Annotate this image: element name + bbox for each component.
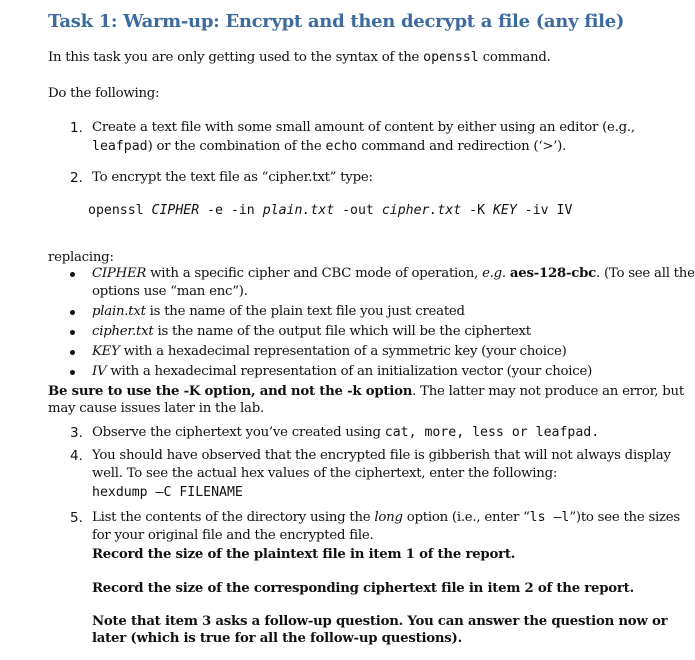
bullet-cipher-tail: . (To see all the: [596, 266, 695, 281]
bullet-ciphertxt: [92, 324, 531, 339]
record-ciphertext: Record the size of the corresponding ciphertext file in item 2 of the report.: [92, 581, 634, 596]
term-cipher: CIPHER: [92, 266, 147, 281]
cmd-e-in: -e -in: [199, 203, 263, 218]
step-3-text: [92, 425, 599, 440]
do-following-label: Do the following:: [48, 86, 160, 101]
bullet-dot: [70, 272, 75, 277]
intro-text: In this task you are only getting used to the syntax of the: [48, 50, 420, 65]
bullet-plain-text: is the name of the plain text file you just created: [149, 304, 465, 319]
cmd-plain: plain.txt: [262, 203, 335, 218]
term-iv: IV: [92, 364, 107, 379]
cmd-out: -out: [334, 203, 382, 218]
warning-note-line-1: [48, 384, 684, 399]
bullet-plain: [92, 304, 465, 319]
eg-text: e.g.: [482, 266, 506, 281]
bullet-iv-text: with a hexadecimal representation of an initialization vector (your choice): [110, 364, 593, 379]
replacing-label: replacing:: [48, 250, 114, 265]
step-4-line-2: well. To see the actual hex values of the ciphertext, enter the following:: [92, 466, 558, 481]
bullet-dot: [70, 370, 75, 375]
bullet-key: [92, 344, 567, 359]
long-word: long: [374, 510, 403, 525]
step-5-line-2: for your original file and the encrypted file.: [92, 528, 374, 543]
bullet-ciphertxt-text: is the name of the output file which will be the ciphertext: [157, 324, 531, 339]
warning-note-line-2: may cause issues later in the lab.: [48, 401, 264, 416]
step-3-text-main: Observe the ciphertext you’ve created using: [92, 425, 381, 440]
step-1-line-2-a: ) or the combination of the: [147, 139, 322, 154]
step-1-line-1: Create a text file with some small amount of content by either using an editor (e.g.,: [92, 120, 635, 135]
bullet-cipher-line-1: [92, 266, 695, 281]
bullet-iv: [92, 364, 592, 379]
step-1-number: 1.: [70, 120, 83, 136]
cmd-openssl: openssl: [88, 203, 152, 218]
cmd-key: KEY: [492, 203, 517, 218]
warning-rest: . The latter may not produce an error, but: [412, 384, 684, 399]
follow-up-note-line-1: Note that item 3 asks a follow-up question. You can answer the question now or: [92, 614, 668, 629]
step-2-text: To encrypt the text file as “cipher.txt” type:: [92, 170, 373, 185]
step-5-text-c: ”)to see the sizes: [569, 510, 680, 525]
cmd-ciphertxt: cipher.txt: [381, 203, 462, 218]
step-3-cmds: cat, more, less or leafpad.: [384, 425, 600, 440]
step-5-text-a: List the contents of the directory using the: [92, 510, 371, 525]
echo-cmd: echo: [325, 139, 358, 154]
step-2-number: 2.: [70, 170, 83, 186]
step-3-number: 3.: [70, 425, 83, 441]
step-1-line-2-b: command and redirection (‘>’).: [361, 139, 567, 154]
follow-up-note-line-2: later (which is true for all the follow-up questions).: [92, 631, 462, 646]
warning-bold: Be sure to use the -K option, and not the -k option: [48, 384, 413, 399]
ls-cmd: ls –l: [529, 510, 570, 525]
intro-post: command.: [482, 50, 551, 65]
step-5-text-b: option (i.e., enter “: [406, 510, 530, 525]
step-1-line-2: [92, 139, 566, 154]
bullet-dot: [70, 330, 75, 335]
term-key: KEY: [92, 344, 120, 359]
term-plain: plain.txt: [92, 304, 146, 319]
term-ciphertxt: cipher.txt: [92, 324, 154, 339]
step-5-number: 5.: [70, 510, 83, 526]
bullet-key-text: with a hexadecimal representation of a symmetric key (your choice): [123, 344, 567, 359]
openssl-command: [88, 203, 572, 218]
step-4-number: 4.: [70, 448, 83, 464]
page-title: Task 1: Warm-up: Encrypt and then decrypt a file (any file): [48, 11, 625, 32]
alg-name: aes-128-cbc: [509, 266, 597, 281]
intro-openssl-cmd: openssl: [423, 50, 479, 65]
step-5-line-1: [92, 510, 680, 525]
bullet-cipher-text: with a specific cipher and CBC mode of operation,: [150, 266, 479, 281]
cmd-K: -K: [461, 203, 493, 218]
intro-paragraph: [48, 50, 551, 65]
step-4-line-1: You should have observed that the encrypted file is gibberish that will not always display: [92, 448, 671, 463]
leafpad-cmd: leafpad: [92, 139, 148, 154]
record-plaintext: Record the size of the plaintext file in item 1 of the report.: [92, 547, 516, 562]
bullet-cipher-line-2: options use “man enc”).: [92, 284, 248, 299]
cmd-cipher: CIPHER: [151, 203, 200, 218]
cmd-iv: -iv IV: [516, 203, 573, 218]
bullet-dot: [70, 350, 75, 355]
hexdump-command: hexdump –C FILENAME: [92, 485, 243, 500]
bullet-dot: [70, 310, 75, 315]
